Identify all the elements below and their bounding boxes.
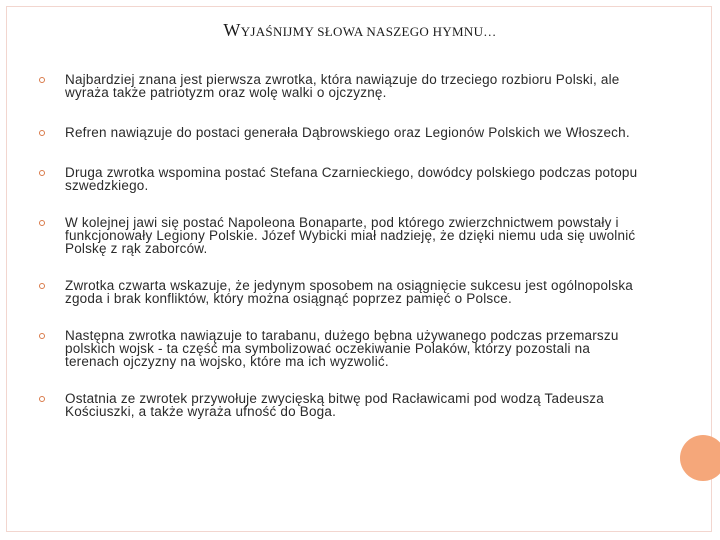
bullet-item bbox=[38, 279, 640, 305]
bullet-text: Ostatnia ze zwrotek przywołuje zwycięską bitwę pod Racławicami pod wodzą Tadeusza Kościuszki, a także wyraża ufność do Boga. bbox=[65, 391, 604, 419]
bullet-text: Zwrotka czwarta wskazuje, że jedynym sposobem na osiągnięcie sukcesu jest ogólnopolska zgoda i brak konfliktów, który można osiągnąć poprzez pamięć o Polsce. bbox=[65, 278, 633, 306]
bullet-item bbox=[38, 166, 640, 192]
decorative-orange-circle bbox=[680, 435, 720, 481]
bullet-text: Refren nawiązuje do postaci generała Dąbrowskiego oraz Legionów Polskich we Włoszech. bbox=[65, 125, 630, 140]
bullet-item bbox=[38, 216, 640, 255]
bullet-text: Najbardziej znana jest pierwsza zwrotka, która nawiązuje do trzeciego rozbioru Polski, ale wyraża także patriotyzm oraz wolę walki o ojczyznę. bbox=[65, 72, 620, 100]
slide-title bbox=[0, 20, 720, 41]
bullet-text: Następna zwrotka nawiązuje to tarabanu, dużego bębna używanego podczas przemarszu polskich wojsk - ta część ma symbolizować oczekiwanie Polaków, którzy pozostali na terenach ojczyzny na wojsko, które ma ich wyzwolić. bbox=[65, 328, 619, 369]
bullet-item bbox=[38, 73, 640, 99]
bullet-circle-icon bbox=[39, 283, 45, 289]
bullet-circle-icon bbox=[39, 220, 45, 226]
slide-title-first-letter: W bbox=[223, 20, 241, 40]
bullet-text: Druga zwrotka wspomina postać Stefana Czarnieckiego, dowódcy polskiego podczas potopu szwedzkiego. bbox=[65, 165, 638, 193]
bullet-circle-icon bbox=[39, 77, 45, 83]
bullet-list bbox=[38, 73, 640, 441]
bullet-circle-icon bbox=[39, 396, 45, 402]
bullet-circle-icon bbox=[39, 130, 45, 136]
slide-title-rest: YJAŚNIJMY SŁOWA NASZEGO HYMNU… bbox=[240, 24, 497, 39]
bullet-circle-icon bbox=[39, 170, 45, 176]
bullet-circle-icon bbox=[39, 333, 45, 339]
bullet-item bbox=[38, 126, 640, 139]
bullet-item bbox=[38, 392, 640, 418]
bullet-item bbox=[38, 329, 640, 368]
bullet-text: W kolejnej jawi się postać Napoleona Bonaparte, pod którego zwierzchnictwem powstały i funkcjonowały Legiony Polskie. Józef Wybicki miał nadzieję, że dzięki niemu uda się uwolnić Polskę z rąk zaborców. bbox=[65, 215, 636, 256]
